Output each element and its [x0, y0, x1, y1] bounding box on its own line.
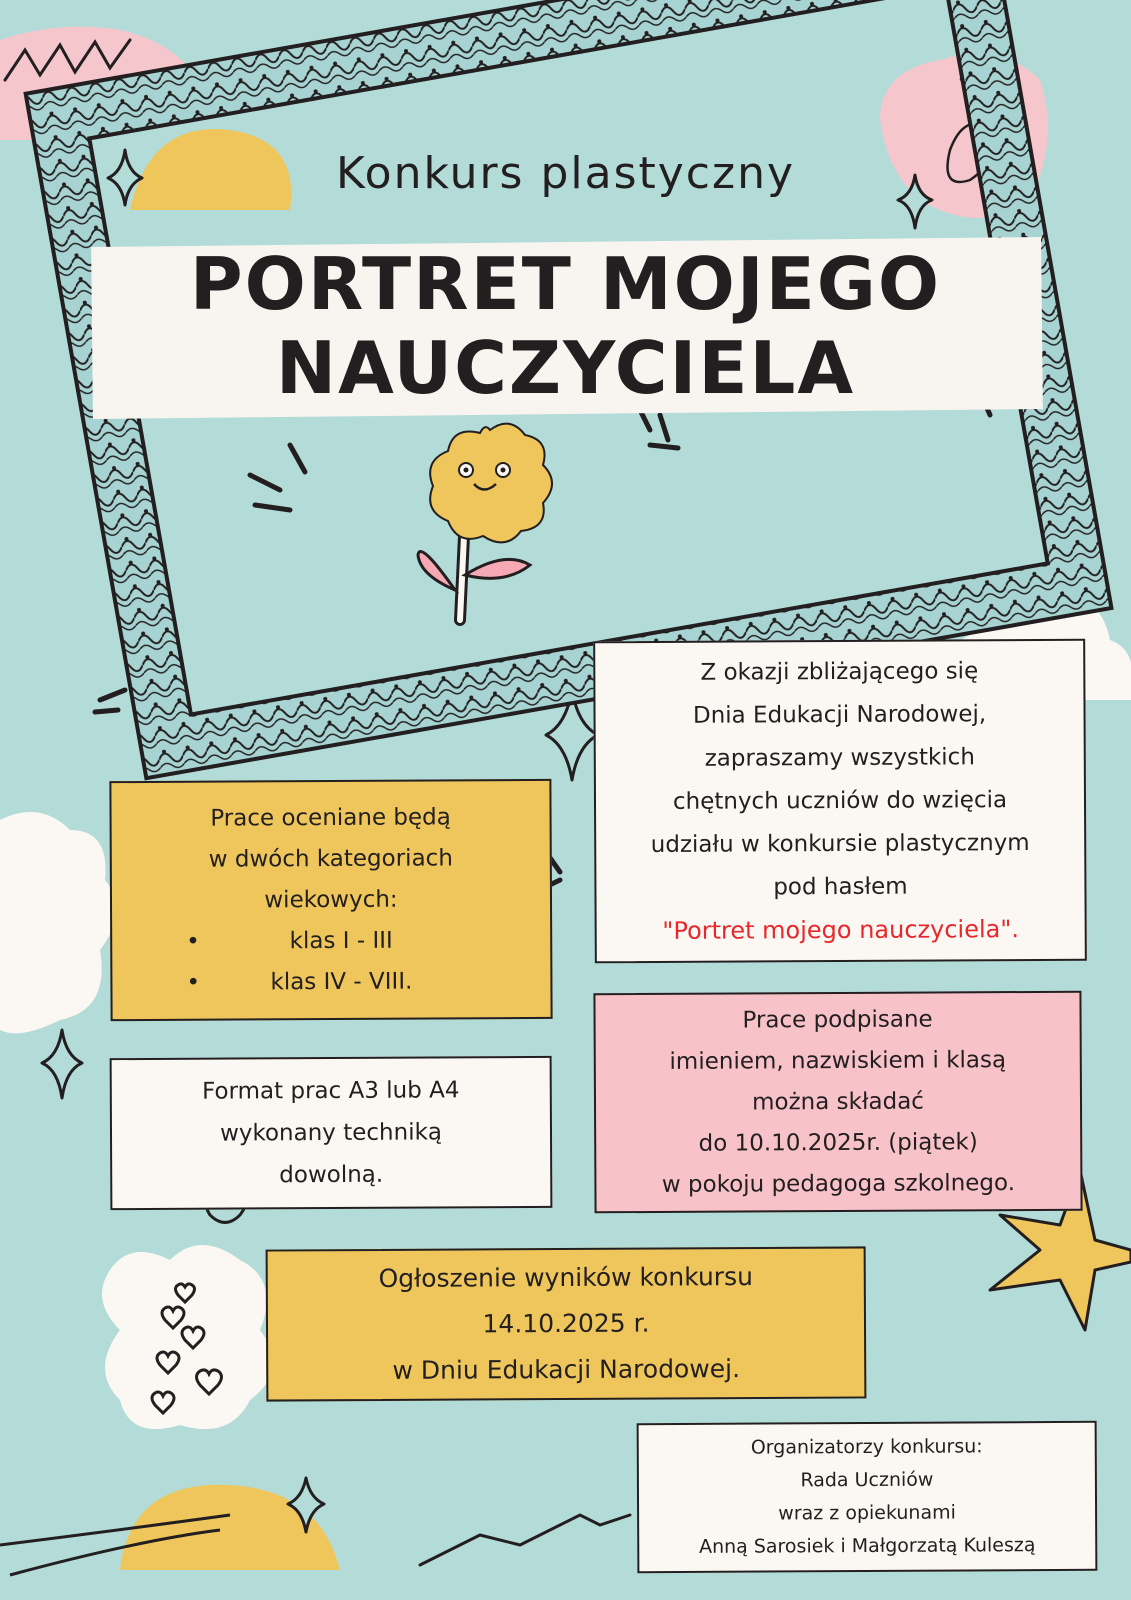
category-item-label: klas IV - VIII. — [270, 968, 413, 995]
invitation-line: udziału w konkursie plastycznym — [650, 829, 1030, 858]
format-line: wykonany techniką — [219, 1119, 443, 1147]
invitation-box — [593, 639, 1087, 964]
results-line: 14.10.2025 r. — [482, 1308, 650, 1339]
invitation-line: pod hasłem — [773, 873, 908, 900]
results-box — [266, 1246, 867, 1401]
submission-line: w pokoju pedagoga szkolnego. — [661, 1169, 1016, 1198]
organizers-line: wraz z opiekunami — [778, 1501, 956, 1525]
bullet-icon: • — [186, 928, 200, 955]
contest-slogan: "Portret mojego nauczyciela". — [662, 914, 1020, 945]
categories-line: wiekowych: — [264, 886, 398, 913]
invitation-line: Z okazji zbliżającego się — [700, 657, 979, 686]
invitation-line: zapraszamy wszystkich — [704, 743, 975, 772]
results-line: Ogłoszenie wyników konkursu — [378, 1262, 754, 1293]
organizers-line: Rada Uczniów — [800, 1468, 934, 1492]
format-line: dowolną. — [279, 1161, 384, 1189]
bullet-icon: • — [186, 969, 201, 996]
categories-line: Prace oceniane będą — [210, 803, 451, 832]
organizers-box — [637, 1421, 1098, 1573]
category-item-label: klas I - III — [289, 927, 393, 954]
main-title-line-2: NAUCZYCIELA — [275, 326, 856, 410]
category-item — [186, 961, 476, 1004]
format-box — [110, 1056, 553, 1210]
submission-line: Prace podpisane — [742, 1006, 933, 1033]
submission-box — [593, 991, 1082, 1214]
invitation-line: Dnia Edukacji Narodowej, — [692, 700, 987, 729]
main-title-line-1: PORTRET MOJEGO — [189, 242, 942, 326]
results-line: w Dniu Edukacji Narodowej. — [392, 1354, 741, 1385]
categories-box — [109, 779, 552, 1021]
submission-line: imieniem, nazwiskiem i klasą — [669, 1046, 1007, 1075]
submission-line: do 10.10.2025r. (piątek) — [698, 1128, 978, 1157]
submission-line: można składać — [752, 1088, 924, 1115]
organizers-line: Organizatorzy konkursu: — [750, 1435, 983, 1459]
contest-label: Konkurs plastyczny — [335, 148, 796, 199]
organizers-line: Anną Sarosiek i Małgorzatą Kuleszą — [698, 1534, 1036, 1558]
format-line: Format prac A3 lub A4 — [202, 1077, 460, 1105]
invitation-line: chętnych uczniów do wzięcia — [672, 786, 1008, 815]
categories-line: w dwóch kategoriach — [208, 844, 453, 873]
category-item — [186, 920, 476, 963]
